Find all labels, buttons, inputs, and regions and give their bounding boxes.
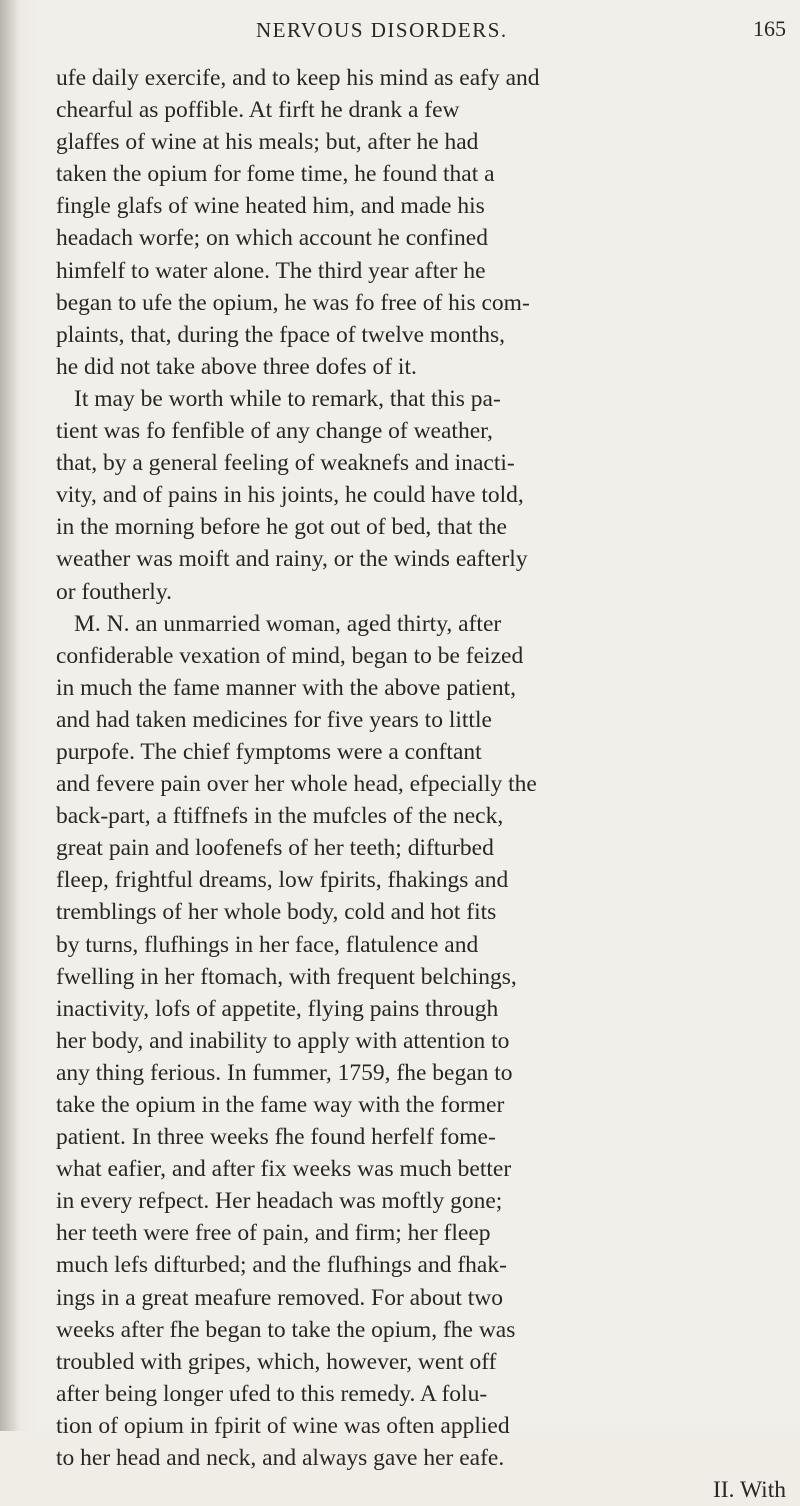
text-line: back-part, a ftiffnefs in the mufcles of the neck, xyxy=(56,803,504,830)
text-line: and fevere pain over her whole head, efpecially the xyxy=(56,771,537,798)
text-line: weeks after fhe began to take the opium, fhe was xyxy=(56,1316,516,1343)
body-text xyxy=(56,62,792,1506)
text-line: her body, and inability to apply with attention to xyxy=(56,1027,510,1054)
text-line: confiderable vexation of mind, began to be feized xyxy=(56,642,524,669)
text-line: or foutherly. xyxy=(56,578,172,605)
text-line: take the opium in the fame way with the former xyxy=(56,1092,505,1118)
text-line: by turns, flufhings in her face, flatulence and xyxy=(56,931,479,958)
text-line: in much the fame manner with the above patient, xyxy=(56,674,517,701)
text-line: what eafier, and after fix weeks was much better xyxy=(56,1156,512,1183)
text-line: headach worfe; on which account he confined xyxy=(56,225,488,252)
text-line: any thing ferious. In fummer, 1759, fhe began to xyxy=(56,1059,513,1086)
paragraph-start-line: It may be worth while to remark, that this pa- xyxy=(74,385,501,412)
text-line: tremblings of her whole body, cold and hot fits xyxy=(56,899,497,926)
text-line: in every refpect. Her headach was moftly gone; xyxy=(56,1188,503,1215)
text-line: fleep, frightful dreams, low fpirits, fhakings and xyxy=(56,867,509,894)
text-line: tion of opium in fpirit of wine was often applied xyxy=(56,1412,510,1439)
text-line: purpofe. The chief fymptoms were a conftant xyxy=(56,738,482,765)
text-line: taken the opium for fome time, he found that a xyxy=(56,161,495,188)
text-line: great pain and loofenefs of her teeth; difturbed xyxy=(56,835,494,862)
text-line: that, by a general feeling of weaknefs and inacti- xyxy=(56,450,515,477)
text-line: vity, and of pains in his joints, he could have told, xyxy=(56,482,524,509)
text-line: fwelling in her ftomach, with frequent belchings, xyxy=(56,963,517,990)
text-line: after being longer ufed to this remedy. A folu- xyxy=(56,1380,488,1407)
page-number: 165 xyxy=(753,16,786,41)
binding-shadow xyxy=(0,0,20,1431)
text-line: tient was fo fenfible of any change of weather, xyxy=(56,418,493,445)
text-line: her teeth were free of pain, and firm; her fleep xyxy=(56,1220,491,1247)
catchword: II. With xyxy=(712,1477,786,1504)
text-line: and had taken medicines for five years to little xyxy=(56,706,492,733)
text-line: inactivity, lofs of appetite, flying pains through xyxy=(56,995,499,1022)
text-line: began to ufe the opium, he was fo free of his com- xyxy=(56,289,530,316)
text-line: glaffes of wine at his meals; but, after he had xyxy=(56,129,479,156)
paragraph-start-line: M. N. an unmarried woman, aged thirty, after xyxy=(74,610,502,637)
text-line: he did not take above three dofes of it. xyxy=(56,353,417,380)
text-line: in the morning before he got out of bed, that the xyxy=(56,514,507,541)
running-title: NERVOUS DISORDERS. xyxy=(256,18,508,42)
text-line: to her head and neck, and always gave her eafe. xyxy=(56,1445,505,1472)
text-line: fingle glafs of wine heated him, and made his xyxy=(56,193,485,220)
running-head xyxy=(56,12,786,52)
text-line: troubled with gripes, which, however, went off xyxy=(56,1348,497,1375)
text-line: patient. In three weeks fhe found herfelf fome- xyxy=(56,1124,496,1151)
text-line: much lefs difturbed; and the flufhings and fhak- xyxy=(56,1252,507,1279)
text-line: plaints, that, during the fpace of twelve months, xyxy=(56,321,506,348)
text-line: ings in a great meafure removed. For about two xyxy=(56,1284,504,1311)
text-line: weather was moift and rainy, or the winds eafterly xyxy=(56,546,528,573)
text-line: chearful as poffible. At firft he drank a few xyxy=(56,97,460,124)
text-line: himfelf to water alone. The third year after he xyxy=(56,257,486,284)
text-line: ufe daily exercife, and to keep his mind as eafy and xyxy=(56,65,540,91)
